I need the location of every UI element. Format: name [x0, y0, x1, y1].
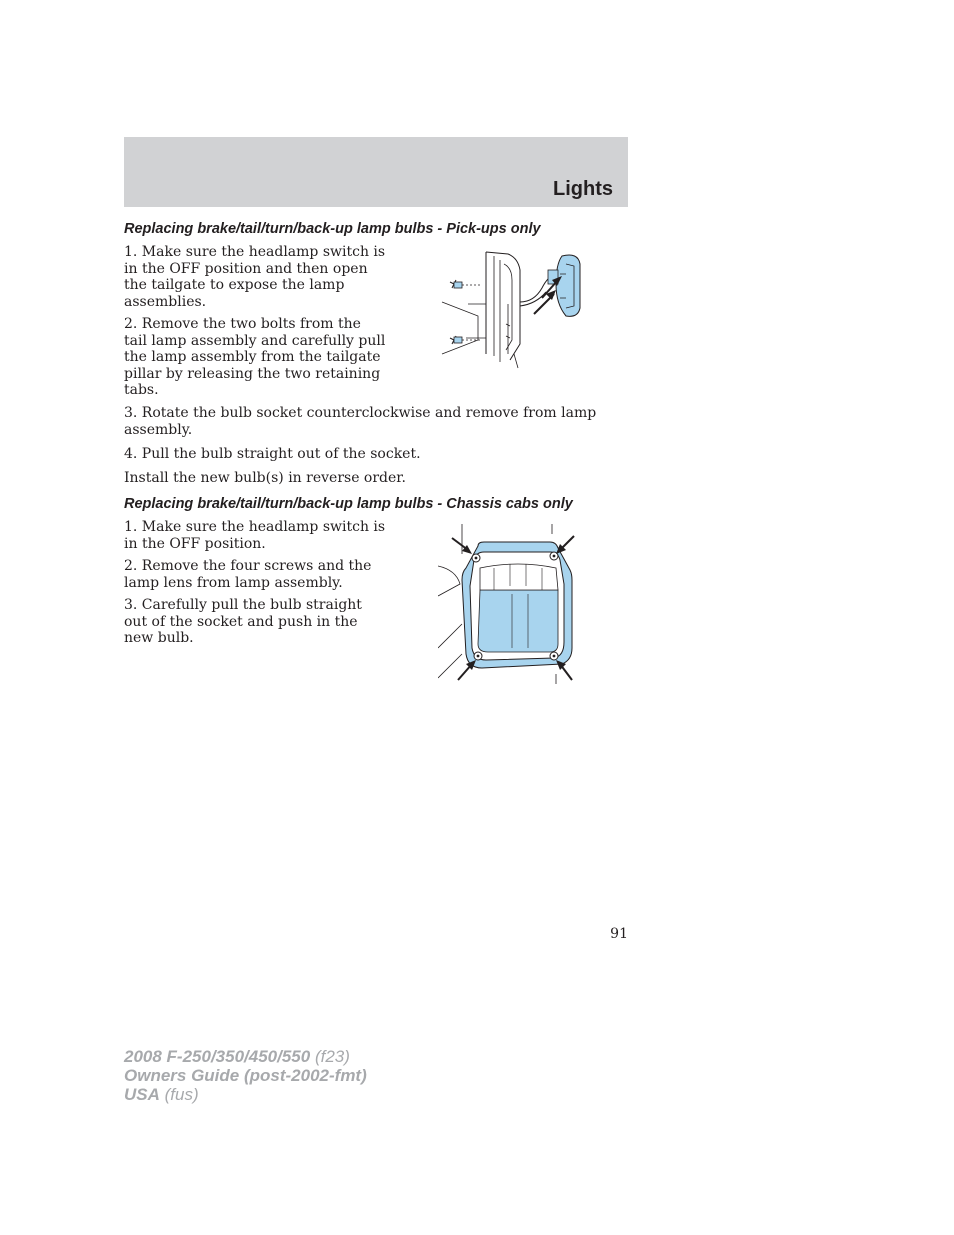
screw-icon [550, 652, 558, 660]
arrow-icon [556, 536, 574, 554]
pickup-section-heading: Replacing brake/tail/turn/back-up lamp bulbs - Pick-ups only [124, 221, 541, 237]
screw-icon [472, 554, 480, 562]
pickup-step-1: 1. Make sure the headlamp switch is in the OFF position and then open the tailgate to expose the lamp assemblies. [124, 244, 386, 310]
footer-market-code: (fus) [159, 1085, 199, 1104]
screw-icon [474, 652, 482, 660]
footer-market: USA [124, 1085, 160, 1104]
footer-model-code: (f23) [310, 1047, 350, 1066]
chassis-step-3: 3. Carefully pull the bulb straight out of the socket and push in the new bulb. [124, 597, 362, 646]
section-title: Lights [553, 178, 613, 200]
footer-model: 2008 F-250/350/450/550 [124, 1047, 311, 1066]
footer-model-line [124, 1047, 367, 1066]
footer-market-line [124, 1085, 367, 1104]
chassis-step-1: 1. Make sure the headlamp switch is in the OFF position. [124, 519, 386, 552]
page-number: 91 [610, 926, 628, 942]
pickup-step-3: 3. Rotate the bulb socket counterclockwise and remove from lamp assembly. [124, 405, 597, 438]
pickup-install-note: Install the new bulb(s) in reverse order. [124, 470, 406, 486]
chassis-step-2: 2. Remove the four screws and the lamp lens from lamp assembly. [124, 558, 372, 591]
bolt-icon [450, 280, 482, 288]
pickup-step-2: 2. Remove the two bolts from the tail lamp assembly and carefully pull the lamp assembly from the tailgate pillar by releasing the two retaining tabs. [124, 316, 386, 398]
arrow-icon [458, 660, 476, 680]
pickup-step-4: 4. Pull the bulb straight out of the socket. [124, 446, 421, 462]
pickup-tail-lamp-illustration [438, 244, 583, 369]
footer-guide: Owners Guide (post-2002-fmt) [124, 1066, 367, 1085]
document-footer [124, 1047, 367, 1104]
chassis-section-heading: Replacing brake/tail/turn/back-up lamp bulbs - Chassis cabs only [124, 496, 573, 512]
footer-guide-line [124, 1066, 367, 1085]
chassis-tail-lamp-illustration [438, 524, 578, 684]
section-header-band [124, 137, 628, 207]
